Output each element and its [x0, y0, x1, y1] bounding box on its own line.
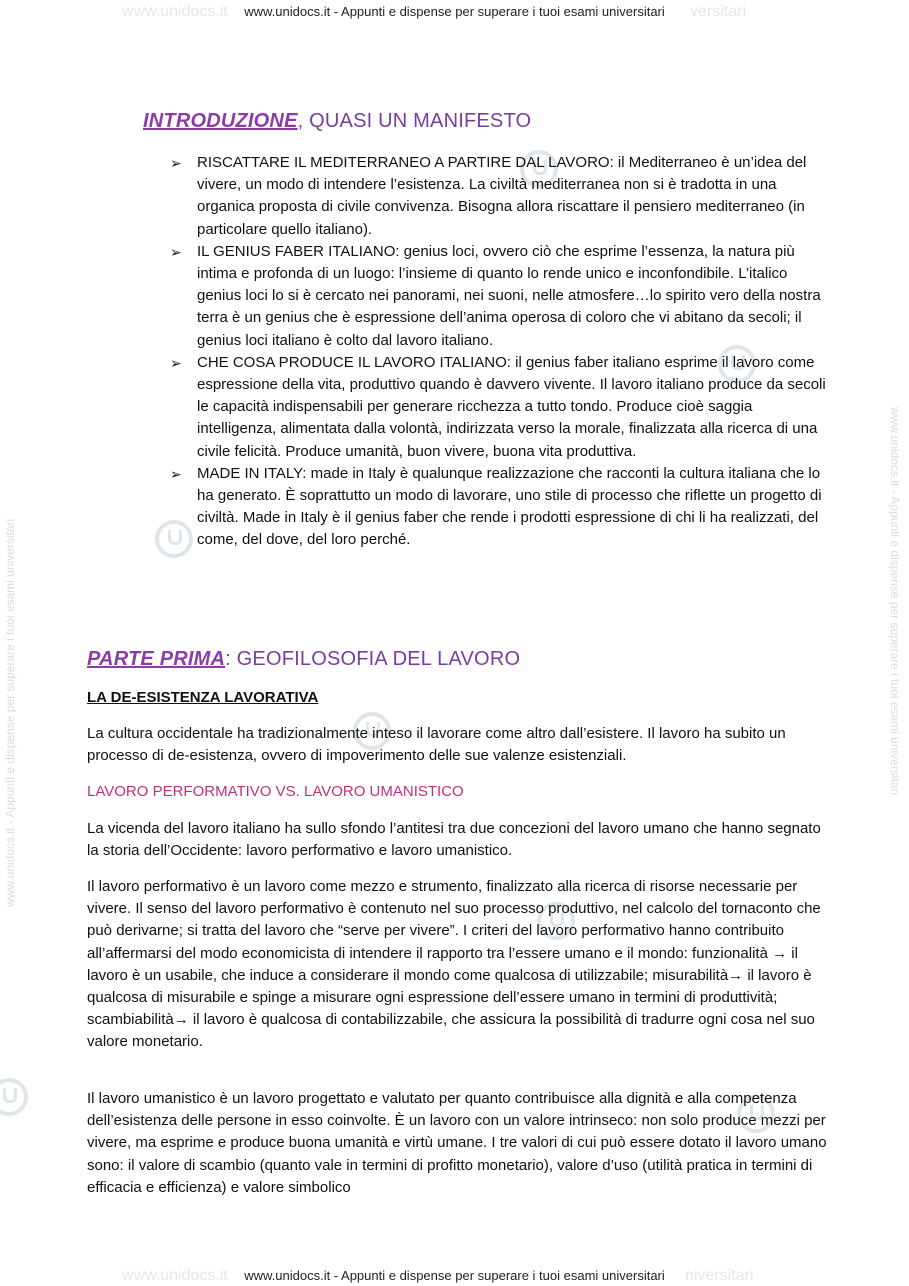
list-item — [170, 241, 835, 352]
paragraph: La vicenda del lavoro italiano ha sullo sfondo l’antitesi tra due concezioni del lavoro umano che hanno segnato la storia dell’Occidente: lavoro performativo e lavoro umanistico. — [87, 820, 821, 860]
footer-ghost-right: niversitari — [685, 1267, 754, 1284]
paragraph: La cultura occidentale ha tradizionalmente inteso il lavorare come altro dall’esistere. Il lavoro ha subito un processo di de-esistenza, ovvero di impoverimento delle sue valenze esistenziali. — [87, 725, 786, 765]
header-link[interactable]: www.unidocs.it - Appunti e dispense per superare i tuoi esami universitari — [244, 4, 665, 19]
part1-subtitle: LA DE-ESISTENZA LAVORATIVA — [87, 689, 319, 706]
arrow-bullet-icon: ➢ — [170, 465, 182, 482]
list-item — [170, 463, 835, 552]
arrow-bullet-icon: ➢ — [170, 243, 182, 260]
side-watermark-left: www.unidocs.it - Appunti e dispense per superare i tuoi esami universitari — [3, 518, 17, 907]
paragraph: Il lavoro umanistico è un lavoro progettato e valutato per quanto contribuisce alla dignità e alla competenza dell’esistenza delle persone in esso coinvolte. È un lavoro con un valore intrinseco: non solo produce mezzi per vivere, ma esprime e produce buona umanità e virtù umane. I tre valori di cui può essere dotato il lavoro umano sono: il valore di scambio (quanto vale in termini di profitto monetario), valore d’uso (utilità pratica in termini di efficacia e efficienza) e valore simbolico — [87, 1090, 827, 1196]
header-ghost-right: versitari — [690, 3, 747, 20]
watermark-logo-icon — [0, 1078, 28, 1116]
side-watermark-right: www.unidocs.it - Appunti e dispense per superare i tuoi esami universitari — [888, 407, 902, 796]
intro-heading — [143, 110, 531, 133]
part1-heading-emphasis: PARTE PRIMA — [87, 648, 226, 670]
footer-ghost-left: www.unidocs.it — [122, 1267, 228, 1284]
header-ghost-left: www.unidocs.it — [122, 3, 228, 20]
paragraph: Il lavoro performativo è un lavoro come mezzo e strumento, finalizzato alla ricerca di risorse necessarie per vivere. Il senso del lavoro performativo è contenuto nel suo processo produttivo, nel calcolo del tornaconto che può derivarne; si tratta del lavoro che “serve per vivere”. I criteri del lavoro performativo hanno contribuito all’affermarsi del modo economicista di intendere il rapporto tra l’essere umano e il mondo: funzionalità → il lavoro è un usabile, che induce a considerare il mondo come qualcosa di utilizzabile; misurabilità→ il lavoro è qualcosa di misurabile e spinge a misurare ogni espressione dell’essere umano in termini di produttività; scambiabilità→ il lavoro è qualcosa di contabilizzabile, che assicura la possibilità di tradurre ogni cosa nel suo valore monetario. — [87, 878, 821, 1051]
intro-heading-emphasis: INTRODUZIONE — [143, 110, 298, 132]
part1-heading — [87, 648, 520, 671]
part1-heading-rest: : GEOFILOSOFIA DEL LAVORO — [225, 648, 521, 670]
arrow-bullet-icon: ➢ — [170, 354, 182, 371]
bullet-text: IL GENIUS FABER ITALIANO: genius loci, ovvero ciò che esprime l’essenza, la natura più intima e profonda di un luogo: l’insieme di quanto lo rende unico e inconfondibile. L’italico genius loci lo si è cercato nei panorami, nei suoni, nelle atmosfere…lo spirito vero della nostra terra è un genius che è espressione dell’anima operosa di coloro che vi abitano da secoli; il genius loci italiano è colto dal lavoro italiano. — [197, 242, 821, 349]
bullet-text: RISCATTARE IL MEDITERRANEO A PARTIRE DAL LAVORO: il Mediterraneo è un’idea del vivere, un modo di intendere l’esistenza. La civiltà mediterranea non si è tradotta in una organica proposta di civile convivenza. Bisogna allora riscattare il pensiero mediterraneo (in particolare quello italiano). — [197, 154, 807, 238]
bullet-text: MADE IN ITALY: made in Italy è qualunque realizzazione che racconti la cultura italiana che lo ha generato. È soprattutto un modo di lavorare, uno stile di processo che riflette un progetto di civiltà. Made in Italy è il genius faber che rende i prodotti espressione di chi li ha realizzati, del come, del dove, del loro perché. — [197, 464, 822, 549]
bullet-text: CHE COSA PRODUCE IL LAVORO ITALIANO: il genius faber italiano esprime il lavoro come espressione della vita, produttivo quando è davvero vivente. Il lavoro italiano produce da secoli le capacità indispensabili per generare ricchezza a tutto tondo. Produce cioè saggia intelligenza, alimentata dalla volontà, indirizzata verso la morale, finalizzata alla ricerca di una civile felicità. Produce umanità, buon vivere, buona vita produttiva. — [197, 353, 826, 460]
page-header — [0, 4, 909, 19]
section-heading: LAVORO PERFORMATIVO VS. LAVORO UMANISTICO — [87, 783, 464, 800]
footer-link[interactable]: www.unidocs.it - Appunti e dispense per superare i tuoi esami universitari — [244, 1268, 665, 1283]
page-footer — [0, 1268, 909, 1283]
arrow-bullet-icon: ➢ — [170, 155, 182, 171]
intro-bullet-list — [170, 152, 835, 552]
list-item — [170, 152, 835, 241]
intro-heading-rest: , QUASI UN MANIFESTO — [297, 110, 532, 132]
list-item — [170, 352, 835, 463]
